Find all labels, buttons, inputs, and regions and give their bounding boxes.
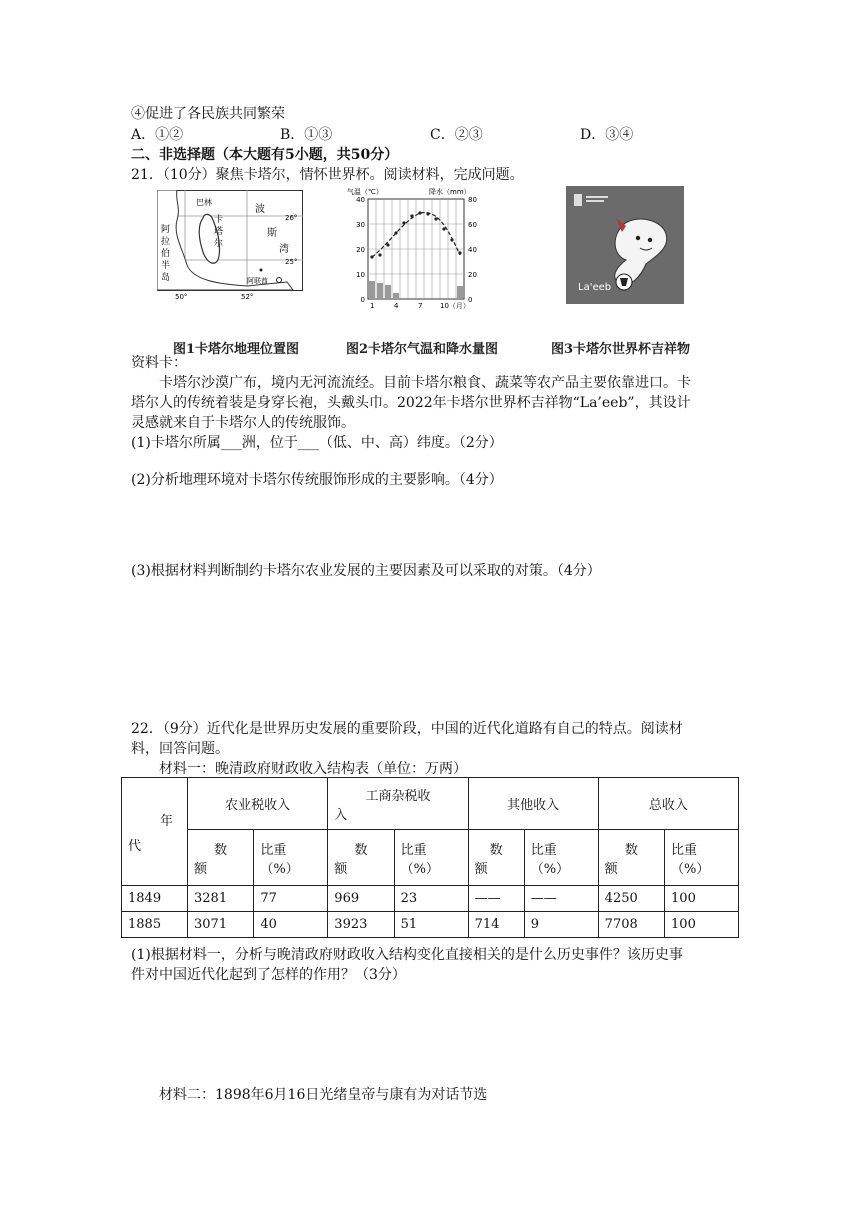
- amount-header: 数 额: [328, 830, 394, 886]
- mascot-name: La'eeb: [578, 282, 612, 293]
- option-item-4: ④促进了各民族共同繁荣: [131, 106, 285, 122]
- svg-text:50°: 50°: [175, 293, 188, 300]
- section-heading: 二、非选择题（本大题有5小题，共50分）: [131, 147, 399, 163]
- table-row: 1849 3281 77 969 23 —— —— 4250 100: [122, 886, 739, 912]
- choice-a: A．①②: [131, 127, 184, 143]
- year-header: 年 代: [122, 778, 188, 886]
- laeeb-mascot-image: [566, 186, 684, 304]
- material-text-line-3: 灵感就来自于卡塔尔人的传统服饰。: [131, 415, 355, 431]
- svg-text:40: 40: [356, 196, 365, 204]
- amount-header: 数 额: [468, 830, 524, 886]
- svg-text:30: 30: [356, 221, 365, 229]
- svg-text:20: 20: [356, 246, 365, 254]
- finance-table: [121, 777, 739, 938]
- caption-fig2: 图2卡塔尔气温和降水量图: [346, 342, 499, 357]
- q22-sub-1-line-1: (1)根据材料一，分析与晚清政府财政收入结构变化直接相关的是什么历史事件？该历史事: [131, 947, 683, 963]
- svg-text:10: 10: [356, 271, 365, 279]
- svg-text:40: 40: [468, 246, 477, 254]
- col-agri-tax: 农业税收入: [188, 778, 328, 830]
- svg-text:尔: 尔: [214, 239, 224, 249]
- table-row: 1885 3071 40 3923 51 714 9 7708 100: [122, 912, 739, 938]
- caption-fig1: 图1卡塔尔地理位置图: [173, 342, 300, 357]
- choice-d: D．③④: [580, 127, 634, 143]
- q22-title-line-1: 22．（9分）近代化是世界历史发展的重要阶段，中国的近代化道路有自己的特点。阅读材: [131, 721, 683, 737]
- material-text-line-2: 塔尔人的传统着装是身穿长袍，头戴头巾。2022年卡塔尔世界杯吉祥物“La’eeb”，其设计: [131, 395, 691, 411]
- svg-text:25°: 25°: [285, 258, 298, 266]
- svg-text:湾: 湾: [279, 244, 289, 255]
- ratio-header: 比重 （%）: [254, 830, 328, 886]
- col-total-income: 总收入: [598, 778, 738, 830]
- svg-text:岛: 岛: [161, 273, 171, 283]
- q21-title: 21．（10分）聚焦卡塔尔，情怀世界杯。阅读材料，完成问题。: [131, 167, 524, 183]
- svg-text:拉: 拉: [161, 237, 171, 247]
- col-other-income: 其他收入: [468, 778, 598, 830]
- svg-text:1: 1: [370, 302, 375, 310]
- material-one-label: 材料一：晚清政府财政收入结构表（单位：万两）: [159, 761, 467, 777]
- svg-text:伯: 伯: [161, 249, 171, 259]
- q21-sub-1: (1)卡塔尔所属___洲，位于___（低、中、高）纬度。（2分）: [131, 435, 503, 451]
- q22-title-line-2: 料，回答问题。: [131, 741, 229, 757]
- map-label-bahrain: 巴林: [196, 198, 212, 207]
- material-text-line-1: 卡塔尔沙漠广布，境内无河流流经。目前卡塔尔粮食、蔬菜等农产品主要依靠进口。卡: [159, 375, 691, 391]
- svg-text:阿: 阿: [161, 225, 171, 235]
- svg-text:20: 20: [468, 271, 477, 279]
- q21-sub-3: (3)根据材料判断制约卡塔尔农业发展的主要因素及可以采取的对策。（4分）: [131, 563, 601, 579]
- material-two-label: 材料二：1898年6月16日光绪皇帝与康有为对话节选: [159, 1087, 488, 1103]
- svg-text:4: 4: [394, 302, 399, 310]
- svg-text:52°: 52°: [241, 293, 254, 300]
- svg-text:10（月）: 10（月）: [440, 302, 470, 310]
- qatar-location-map: [157, 190, 303, 300]
- qatar-climate-chart: [343, 185, 493, 310]
- svg-text:斯: 斯: [267, 228, 277, 239]
- precip-axis-title: 降水（mm）: [429, 188, 471, 196]
- ratio-header: 比重 （%）: [665, 830, 739, 886]
- ratio-header: 比重 （%）: [394, 830, 468, 886]
- svg-text:80: 80: [468, 196, 477, 204]
- amount-header: 数 额: [598, 830, 664, 886]
- svg-text:0: 0: [360, 296, 365, 304]
- q21-sub-2: (2)分析地理环境对卡塔尔传统服饰形成的主要影响。（4分）: [131, 472, 503, 488]
- svg-text:塔: 塔: [214, 227, 224, 237]
- q22-sub-1-line-2: 件对中国近代化起到了怎样的作用？（3分）: [131, 967, 406, 983]
- svg-text:26°: 26°: [285, 214, 298, 222]
- choice-c: C．②③: [430, 127, 483, 143]
- svg-text:卡: 卡: [214, 215, 224, 225]
- svg-text:0: 0: [468, 296, 473, 304]
- choice-b: B．①③: [280, 127, 333, 143]
- temp-axis-title: 气温（℃）: [347, 188, 383, 196]
- svg-text:60: 60: [468, 221, 477, 229]
- amount-header: 数 额: [188, 830, 254, 886]
- col-commerce-tax: 工商杂税收 入: [328, 778, 468, 830]
- caption-fig3: 图3卡塔尔世界杯吉祥物: [551, 342, 691, 357]
- svg-text:半: 半: [161, 261, 171, 271]
- svg-text:波: 波: [255, 204, 265, 215]
- material-card-label: 资料卡：: [131, 355, 187, 371]
- svg-text:阿联酋: 阿联酋: [247, 277, 268, 285]
- svg-text:7: 7: [418, 302, 423, 310]
- ratio-header: 比重 （%）: [524, 830, 598, 886]
